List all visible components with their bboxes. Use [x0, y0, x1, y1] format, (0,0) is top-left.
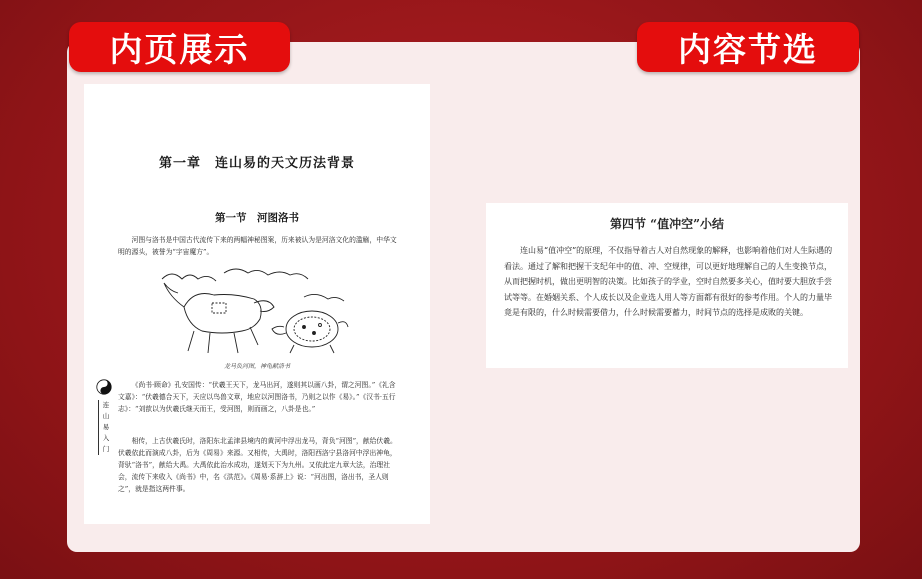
excerpt-title: 第四节 “值冲空”小结 — [610, 217, 724, 231]
excerpt-card — [486, 203, 848, 368]
paragraph-intro: 河图与洛书是中国古代流传下来的两幅神秘图案，历来被认为是河洛文化的滥觞，中华文明的源头，被誉为“宇宙魔方”。 — [118, 236, 397, 256]
chapter-title: 第一章 连山易的天文历法背景 — [158, 156, 355, 171]
paragraph-quotes: 《尚书·顾命》孔安国传：“伏羲王天下，龙马出河，遂则其以画八卦，谓之河图。”《礼含文嘉》：“伏羲德合天下，天应以鸟兽文章，地应以河图洛书，乃则之以作《易》。”《汉书·五行志》：“刘歆以为伏羲氏继天而王，受河图，则而画之，八卦是也。” — [118, 381, 396, 413]
paragraph-legend: 相传，上古伏羲氏时，洛阳东北孟津县境内的黄河中浮出龙马，背负“河图”，献给伏羲。伏羲依此而演成八卦，后为《周易》来源。又相传，大禹时，洛阳西洛宁县洛河中浮出神龟，背驮“洛书”，献给大禹。大禹依此治水成功，遂划天下为九州。又依此定九章大法，治理社会，流传下来收入《尚书》中，名《洪范》。《周易·系辞上》说：“河出图，洛出书，圣人则之”，就是指这两件事。 — [118, 437, 397, 493]
illustration-caption: 龙马负河图，神龟献洛书 — [223, 363, 290, 370]
excerpt-body: 连山易“值冲空”的原理，不仅指导着古人对自然现象的解释，也影响着他们对人生际遇的看法。通过了解和把握干支纪年中的值、冲、空规律，可以更好地理解自己的人生变换节点，从而把握时机，做出更明智的决策。比如孩子的学业，空时自然要多关心，值时要大胆放手尝试等等。在婚姻关系、个人成长以及企业选人用人等方面都有很好的参考作用。个人的力量毕竟是有限的，什么时候需要借力，什么时候需要蓄力，时间节点的选择是成败的关键。 — [504, 246, 833, 317]
section-title: 第一节 河图洛书 — [215, 212, 299, 224]
book-page-preview — [84, 84, 430, 524]
side-running-title: 连山易入门 — [98, 400, 111, 455]
tab-page-preview[interactable]: 内页展示 — [69, 22, 290, 72]
taiji-icon — [96, 379, 112, 395]
tab-content-excerpt[interactable]: 内容节选 — [637, 22, 859, 72]
dragon-horse-turtle-illustration — [154, 267, 364, 359]
